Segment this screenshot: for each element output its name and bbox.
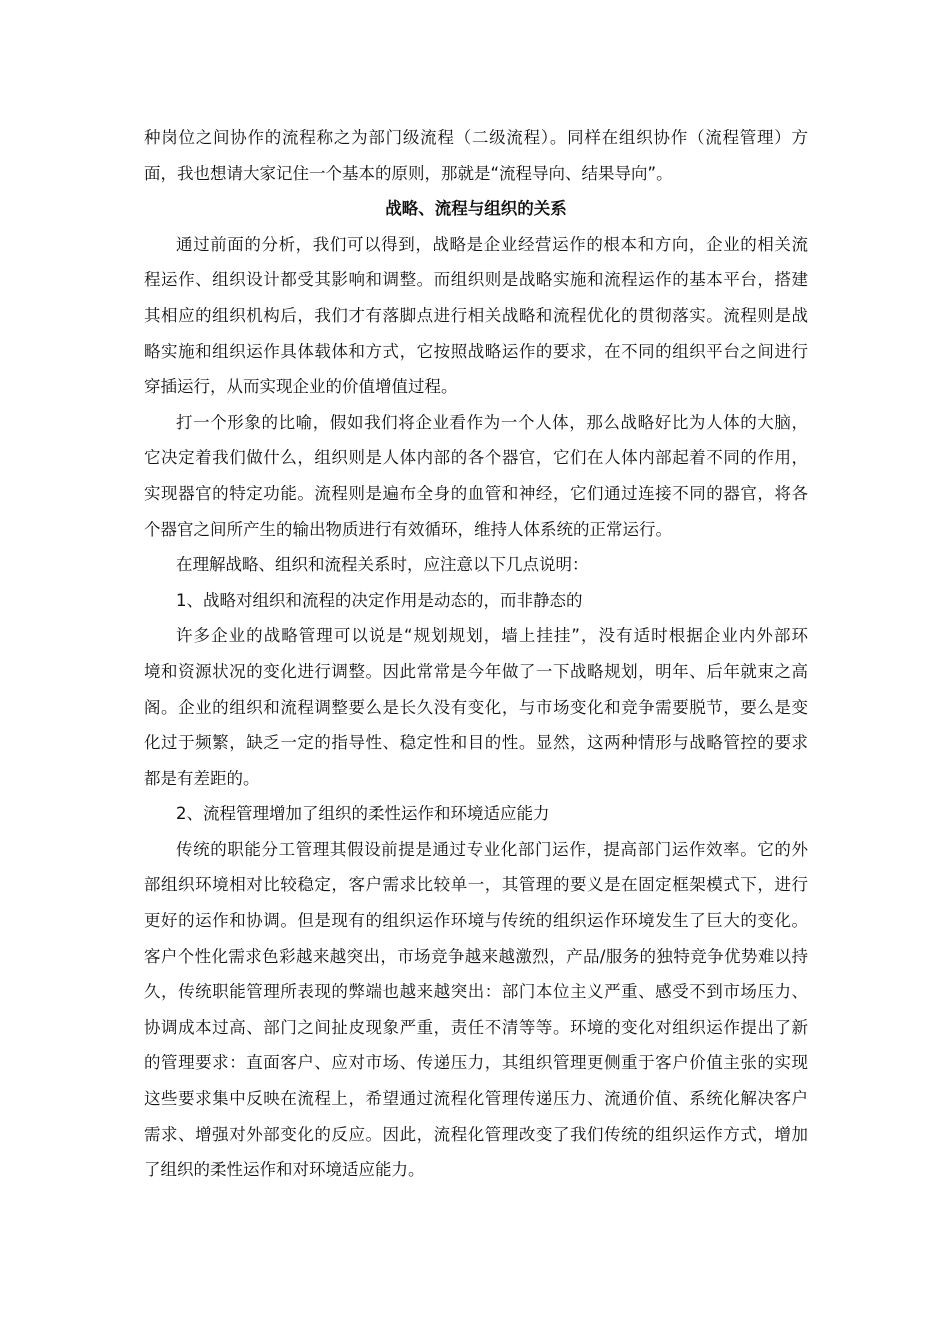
paragraph-line: 面，我也想请大家记住一个基本的原则，那就是“流程导向、结果导向”。 <box>144 163 673 183</box>
paragraph-line: 的管理要求：直面客户、应对市场、传递压力，其组织管理更侧重于客户价值主张的实现 <box>144 1053 808 1073</box>
paragraph-line: 种岗位之间协作的流程称之为部门级流程（二级流程）。同样在组织协作（流程管理）方 <box>144 128 808 147</box>
paragraph-line: 许多企业的战略管理可以说是“规划规划，墙上挂挂”，没有适时根据企业内外部环 <box>176 626 808 646</box>
paragraph-line: 通过前面的分析，我们可以得到，战略是企业经营运作的根本和方向，企业的相关流 <box>176 234 808 254</box>
paragraph-line: 协调成本过高、部门之间扯皮现象严重，责任不清等等。环境的变化对组织运作提出了新 <box>144 1017 808 1037</box>
paragraph-line: 阁。企业的组织和流程调整要么是长久没有变化，与市场变化和竞争需要脱节，要么是变 <box>144 697 808 717</box>
paragraph-line: 实现器官的特定功能。流程则是遍布全身的血管和神经，它们通过连接不同的器官，将各 <box>144 483 808 503</box>
list-item-heading: 2、流程管理增加了组织的柔性运作和环境适应能力 <box>176 804 550 824</box>
paragraph-line: 客户个性化需求色彩越来越突出，市场竞争越来越激烈，产品/服务的独特竞争优势难以持 <box>144 946 808 966</box>
paragraph-line: 打一个形象的比喻，假如我们将企业看作为一个人体，那么战略好比为人体的大脑， <box>176 412 808 432</box>
paragraph-line: 它决定着我们做什么，组织则是人体内部的各个器官，它们在人体内部起着不同的作用， <box>144 448 808 468</box>
paragraph-line: 需求、增强对外部变化的反应。因此，流程化管理改变了我们传统的组织运作方式，增加 <box>144 1124 808 1144</box>
paragraph-line: 传统的职能分工管理其假设前提是通过专业化部门运作，提高部门运作效率。它的外 <box>176 839 808 859</box>
paragraph-line: 在理解战略、组织和流程关系时，应注意以下几点说明： <box>176 555 589 575</box>
paragraph-line: 略实施和组织运作具体载体和方式，它按照战略运作的要求，在不同的组织平台之间进行 <box>144 341 808 361</box>
paragraph-line: 都是有差距的。 <box>144 768 260 788</box>
paragraph-line: 部组织环境相对比较稳定，客户需求比较单一，其管理的要义是在固定框架模式下，进行 <box>144 875 808 895</box>
paragraph-line: 这些要求集中反映在流程上，希望通过流程化管理传递压力、流通价值、系统化解决客户 <box>144 1089 808 1109</box>
paragraph-line: 久，传统职能管理所表现的弊端也越来越突出：部门本位主义严重、感受不到市场压力、 <box>144 982 808 1002</box>
paragraph-line: 其相应的组织机构后，我们才有落脚点进行相关战略和流程优化的贯彻落实。流程则是战 <box>144 305 808 325</box>
paragraph-line: 更好的运作和协调。但是现有的组织运作环境与传统的组织运作环境发生了巨大的变化。 <box>144 911 808 931</box>
list-item-heading: 1、战略对组织和流程的决定作用是动态的，而非静态的 <box>176 590 583 610</box>
paragraph-line: 个器官之间所产生的输出物质进行有效循环，维持人体系统的正常运行。 <box>144 519 672 539</box>
document-body <box>144 120 808 1188</box>
paragraph-line: 境和资源状况的变化进行调整。因此常常是今年做了一下战略规划，明年、后年就束之高 <box>144 661 808 681</box>
paragraph-line: 穿插运行，从而实现企业的价值增值过程。 <box>144 377 458 397</box>
paragraph-line: 化过于频繁，缺乏一定的指导性、稳定性和目的性。显然，这两种情形与战略管控的要求 <box>144 733 808 753</box>
section-heading: 战略、流程与组织的关系 <box>385 199 567 219</box>
paragraph-line: 程运作、组织设计都受其影响和调整。而组织则是战略实施和流程运作的基本平台，搭建 <box>144 270 808 290</box>
paragraph-line: 了组织的柔性运作和对环境适应能力。 <box>144 1160 425 1180</box>
